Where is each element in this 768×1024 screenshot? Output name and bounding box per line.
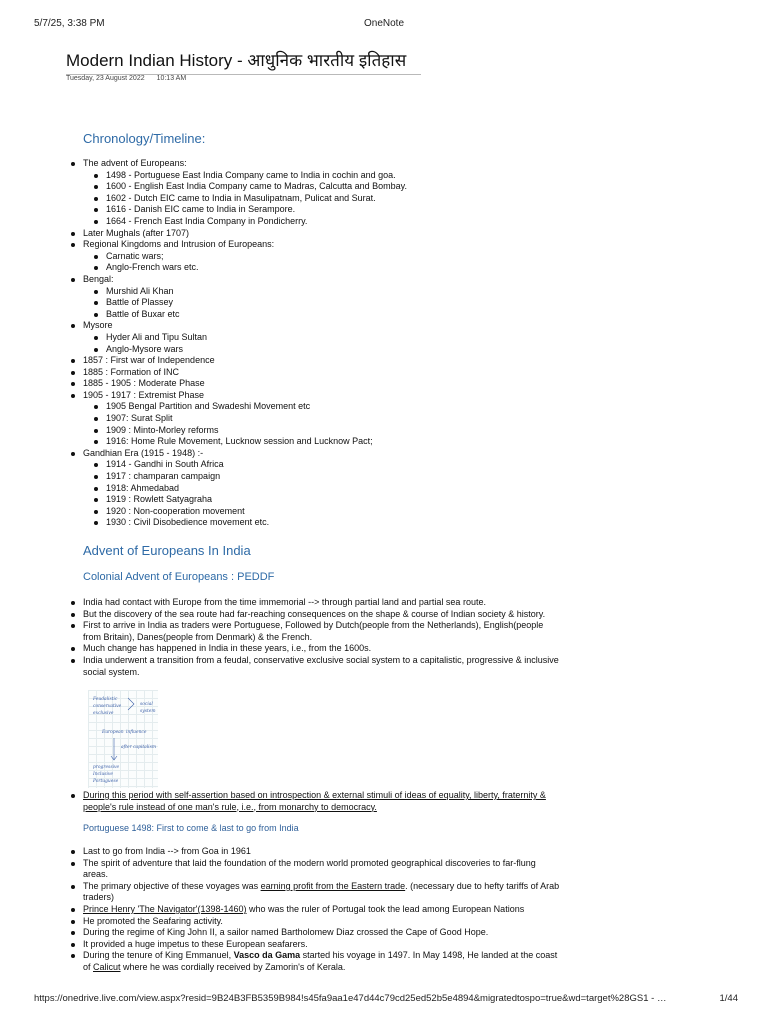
text-run: started his voyage in 1497. In May 1498, He landed at the coast of (83, 950, 558, 972)
page-date: Tuesday, 23 August 2022 (66, 75, 145, 82)
list-item: It provided a huge impetus to these European seafarers. (70, 939, 560, 951)
sub-list-item: Carnatic wars; (93, 251, 570, 263)
sub-list-item: 1919 : Rowlett Satyagraha (93, 494, 570, 506)
chronology-list (70, 158, 570, 529)
print-header (34, 18, 734, 32)
sub-list (93, 170, 570, 228)
footer-url: https://onedrive.live.com/view.aspx?resid=9B24B3FB5359B984!s45fa9aa1e47d44c79cd25ed52b5e4894&migratedtospo=true&wd=target%28GS1 - … (34, 993, 667, 1004)
sketch-word: Portuguese (93, 779, 119, 784)
list-item: Much change has happened in India in these years, i.e., from the 1600s. (70, 643, 560, 655)
sub-list-item: 1602 - Dutch EIC came to India in Masulipatnam, Pulicat and Surat. (93, 193, 570, 205)
list-item: But the discovery of the sea route had far-reaching consequences on the shape & course of Indian society & history. (70, 609, 560, 621)
sub-list-item: 1930 : Civil Disobedience movement etc. (93, 517, 570, 529)
sketch-word: Inclusive (93, 772, 113, 777)
sub-list (93, 286, 570, 321)
sub-list (93, 251, 570, 274)
list-item (70, 448, 570, 529)
list-item: India underwent a transition from a feudal, conservative exclusive social system to a capitalistic, progressive & inclusive social system. (70, 655, 560, 678)
sub-list-item: 1920 : Non-cooperation movement (93, 506, 570, 518)
sub-list-item: 1909 : Minto-Morley reforms (93, 425, 570, 437)
list-item (70, 904, 560, 916)
list-item-text: Later Mughals (after 1707) (83, 227, 190, 238)
portuguese-list (70, 846, 560, 974)
list-item-text: 1857 : First war of Independence (83, 355, 215, 366)
advent-heading: Advent of Europeans In India (83, 543, 251, 558)
list-item-text: Regional Kingdoms and Intrusion of Europeans: (83, 239, 275, 250)
sub-list-item: 1918: Ahmedabad (93, 483, 570, 495)
underlined-text: Prince Henry 'The Navigator'(1398-1460) (83, 903, 247, 914)
sub-list-item: 1914 - Gandhi in South Africa (93, 459, 570, 471)
text-run: who was the ruler of Portugal took the lead among European Nations (246, 903, 525, 914)
list-item: During this period with self-assertion based on introspection & external stimuli of ideas of equality, liberty, fraternity & people's rule instead of one man's rule, i.e., from monarchy to democracy. (70, 790, 560, 813)
sketch-word: exclusive (93, 711, 114, 716)
handwritten-sketch-image (88, 690, 158, 788)
list-item-text: Mysore (83, 320, 113, 331)
sub-list-item: Battle of Plassey (93, 297, 570, 309)
list-item (70, 239, 570, 274)
list-item (70, 950, 560, 973)
sub-list-item: 1664 - French East India Company in Pondicherry. (93, 216, 570, 228)
advent-subheading: Colonial Advent of Europeans : PEDDF (83, 571, 275, 583)
list-item: India had contact with Europe from the time immemorial --> through partial land and partial sea route. (70, 597, 560, 609)
sketch-word: European (102, 730, 124, 735)
list-item: He promoted the Seafaring activity. (70, 916, 560, 928)
sketch-word: Feudalistic (93, 697, 118, 702)
page-title: Modern Indian History - आधुनिक भारतीय इतिहास (66, 48, 421, 75)
list-item (70, 355, 570, 367)
text-run: During the tenure of King Emmanuel, (83, 950, 234, 961)
print-datetime: 5/7/25, 3:38 PM (34, 18, 105, 29)
page-meta (66, 75, 196, 82)
list-item (70, 320, 570, 355)
text-run: where he was cordially received by Zamorin's of Kerala. (120, 961, 346, 972)
bold-text: Vasco da Gama (233, 950, 301, 961)
sub-list-item: 1616 - Danish EIC came to India in Serampore. (93, 204, 570, 216)
sub-list (93, 459, 570, 529)
sketch-drawing (88, 690, 158, 788)
list-item (70, 367, 570, 379)
sketch-word: conservative (93, 704, 122, 709)
sub-list-item: Anglo-Mysore wars (93, 344, 570, 356)
sub-list-item: 1600 - English East India Company came to Madras, Calcutta and Bombay. (93, 181, 570, 193)
sub-list-item: Hyder Ali and Tipu Sultan (93, 332, 570, 344)
list-item-text: 1885 : Formation of INC (83, 366, 180, 377)
sub-list-item: 1916: Home Rule Movement, Lucknow session and Lucknow Pact; (93, 436, 570, 448)
chronology-heading: Chronology/Timeline: (83, 131, 206, 146)
list-item (70, 274, 570, 320)
page-number: 1/44 (719, 993, 738, 1004)
portuguese-heading: Portuguese 1498: First to come & last to go from India (83, 823, 299, 833)
list-item-text: The advent of Europeans: (83, 158, 187, 168)
sub-list-item: 1498 - Portuguese East India Company came to India in cochin and goa. (93, 170, 570, 182)
list-item (70, 881, 560, 904)
underlined-text: Calicut (93, 961, 121, 972)
sketch-word: after capitalism (121, 745, 156, 750)
advent-list (70, 597, 560, 678)
advent-after-list (70, 790, 560, 813)
text-run: The primary objective of these voyages was (83, 880, 261, 891)
print-app-name: OneNote (363, 18, 405, 29)
list-item: Last to go from India --> from Goa in 1961 (70, 846, 560, 858)
list-item-text: Bengal: (83, 273, 114, 284)
underlined-text: earning profit from the Eastern trade (260, 880, 406, 891)
text-run: . (necessary due to hefty tariffs of Arab traders) (83, 880, 560, 903)
sketch-word: progressive (93, 765, 120, 770)
page-time: 10:13 AM (156, 75, 187, 82)
sketch-word: influence (126, 730, 147, 735)
list-item-text: 1905 - 1917 : Extremist Phase (83, 389, 205, 400)
list-item (70, 158, 570, 228)
sub-list-item: Anglo-French wars etc. (93, 262, 570, 274)
list-item-text: 1885 - 1905 : Moderate Phase (83, 378, 205, 389)
list-item: First to arrive in India as traders were Portuguese, Followed by Dutch(people from the Netherlands), English(people from Britain), Danes(people from Denmark) & the French. (70, 620, 560, 643)
sketch-word: social (140, 702, 153, 707)
list-item: During the regime of King John II, a sailor named Bartholomew Diaz crossed the Cape of Good Hope. (70, 927, 560, 939)
sketch-word: system (140, 709, 156, 714)
list-item: The spirit of adventure that laid the foundation of the modern world promoted geographical discoveries to far-flung areas. (70, 858, 560, 881)
list-item (70, 378, 570, 390)
sub-list-item: 1907: Surat Split (93, 413, 570, 425)
sub-list-item: Murshid Ali Khan (93, 286, 570, 298)
sub-list (93, 401, 570, 447)
list-item-text: Gandhian Era (1915 - 1948) :- (83, 447, 204, 458)
list-item (70, 228, 570, 240)
sub-list-item: 1917 : champaran campaign (93, 471, 570, 483)
sub-list-item: 1905 Bengal Partition and Swadeshi Movement etc (93, 401, 570, 413)
sub-list (93, 332, 570, 355)
sub-list-item: Battle of Buxar etc (93, 309, 570, 321)
list-item (70, 390, 570, 448)
